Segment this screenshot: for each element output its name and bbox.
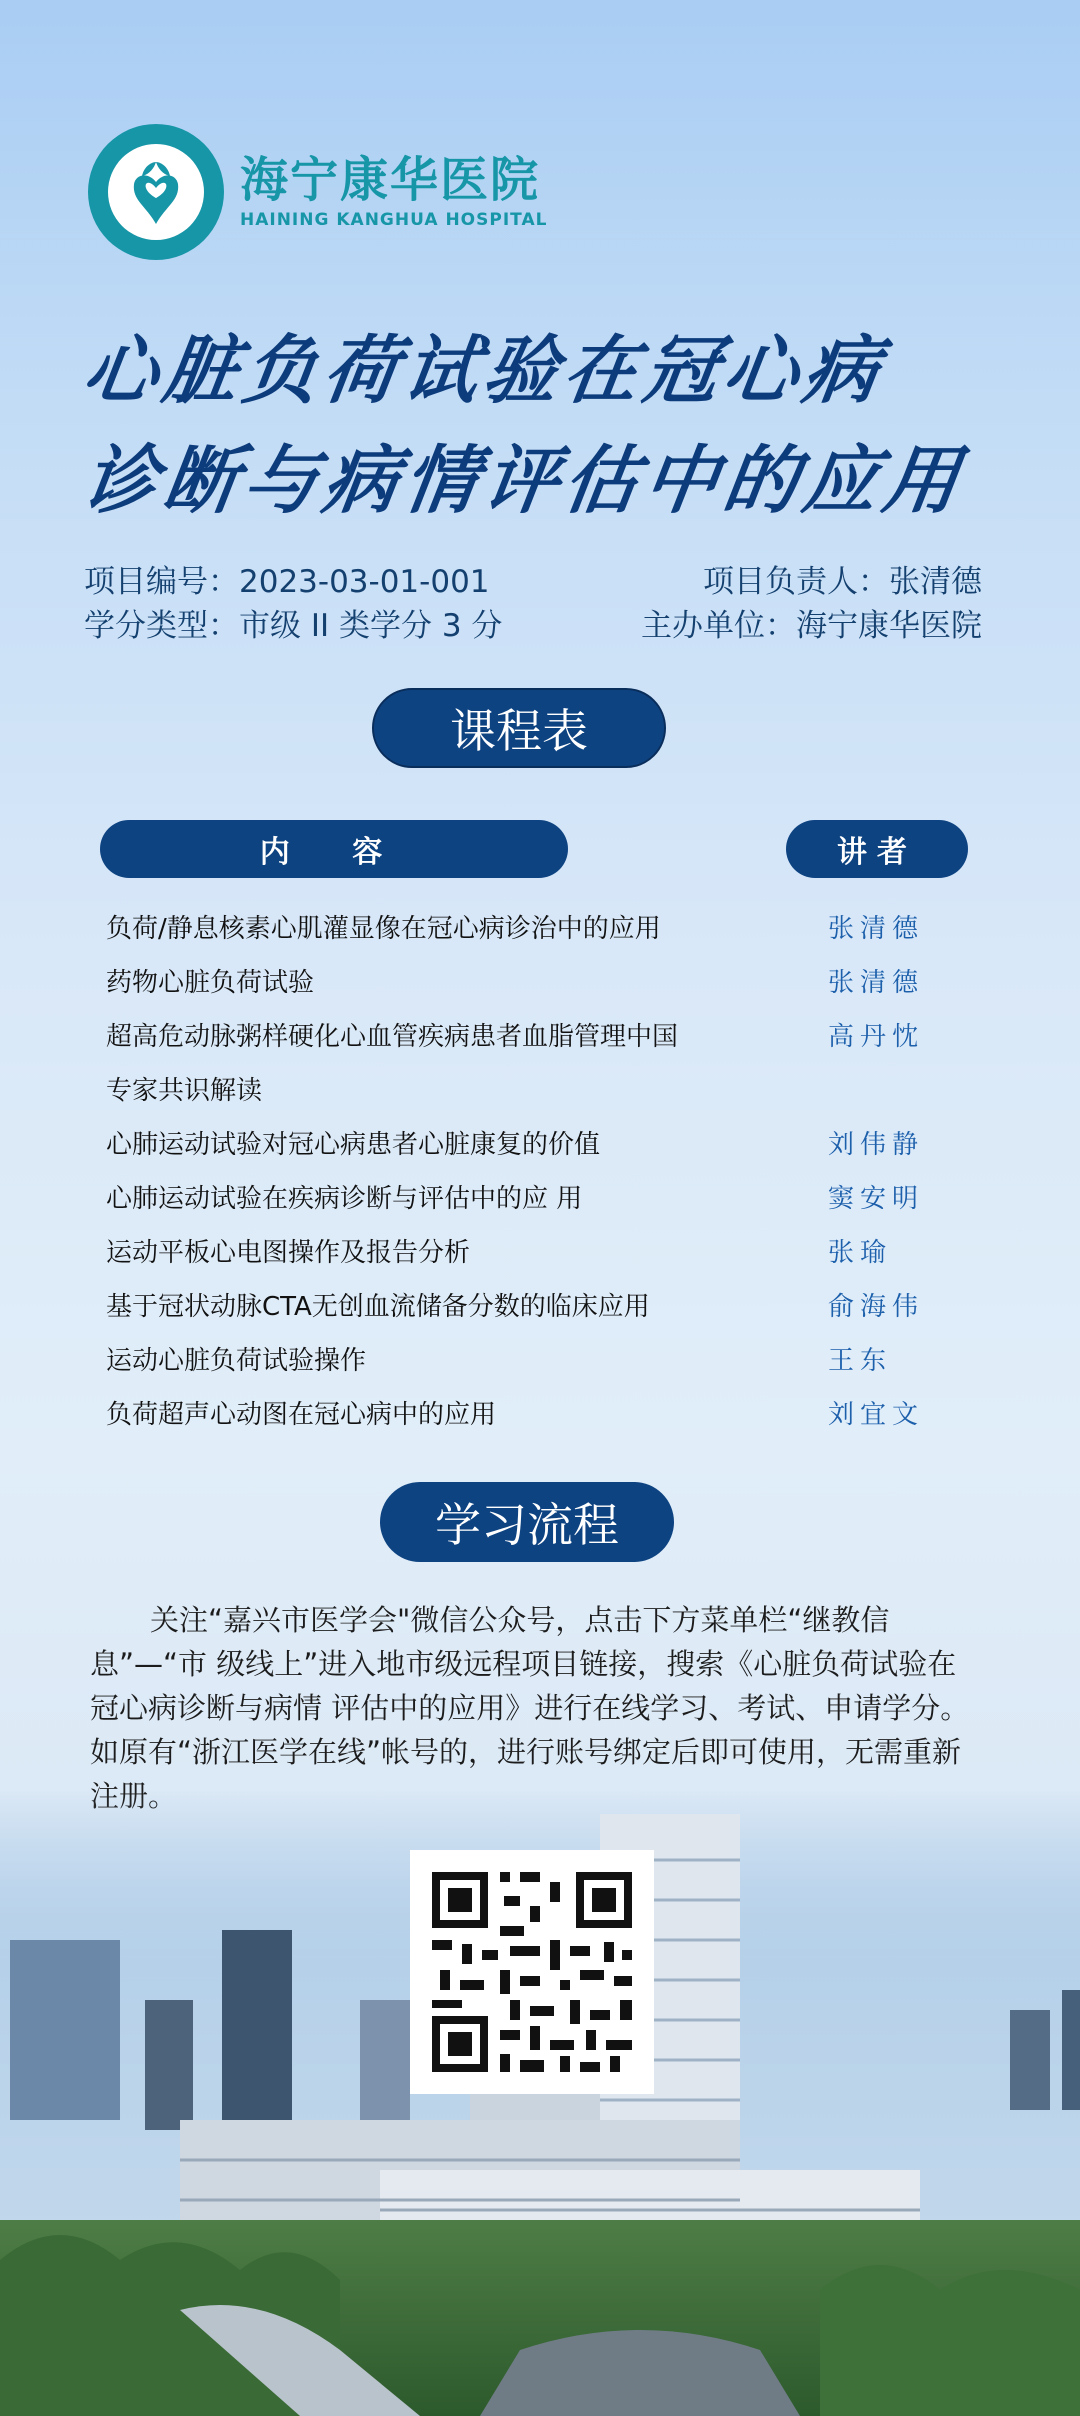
organizer: 主办单位：海宁康华医院	[641, 608, 982, 644]
row-speaker: 刘伟静	[828, 1130, 925, 1160]
row-speaker: 张清德	[828, 914, 925, 944]
qr-code-icon	[410, 1850, 654, 2094]
hospital-logo-icon	[86, 122, 226, 262]
row-topic: 运动平板心电图操作及报告分析	[106, 1238, 471, 1268]
hospital-name-cn: 海宁康华医院	[240, 151, 541, 208]
hospital-logo	[86, 122, 547, 262]
row-speaker: 刘宜文	[828, 1400, 925, 1430]
hospital-name-en: HAINING KANGHUA HOSPITAL	[240, 210, 548, 231]
row-topic: 心肺运动试验对冠心病患者心脏康复的价值	[106, 1130, 601, 1160]
schedule-row	[106, 1124, 986, 1178]
row-speaker: 高丹忱	[828, 1022, 925, 1052]
schedule-row	[106, 1286, 986, 1340]
row-topic: 基于冠状动脉CTA无创血流储备分数的临床应用	[106, 1292, 650, 1322]
meta-row-2	[84, 600, 982, 645]
credit-type: 学分类型：市级 II 类学分 3 分	[84, 608, 503, 644]
row-speaker: 张清德	[828, 968, 925, 998]
schedule-row	[106, 962, 986, 1016]
learning-flow-text: 关注“嘉兴市医学会"微信公众号，点击下方菜单栏“继教信息”—“市 级线上”进入地市级远程项目链接，搜索《心脏负荷试验在冠心病诊断与病情 评估中的应用》进行在线学习、考试、申请学分。如原有“浙江医学在线”帐号的，进行账号绑定后即可使用，无需重新	[90, 1603, 970, 1769]
schedule-row	[106, 1394, 986, 1448]
title-line-2: 诊断与病情评估中的应用	[77, 438, 971, 524]
row-topic: 专家共识解读	[106, 1076, 263, 1106]
row-speaker: 俞海伟	[828, 1292, 925, 1322]
project-leader: 项目负责人：张清德	[703, 564, 982, 600]
schedule-row	[106, 1070, 986, 1124]
row-topic: 心肺运动试验在疾病诊断与评估中的应 用	[106, 1184, 583, 1214]
schedule-row	[106, 1232, 986, 1286]
page-title	[77, 316, 1024, 536]
column-header-speaker: 讲者	[786, 820, 968, 878]
column-header-content: 内 容	[100, 820, 568, 878]
schedule-heading: 课程表	[372, 688, 666, 768]
schedule-row	[106, 1178, 986, 1232]
schedule-row	[106, 908, 986, 962]
row-topic: 负荷/静息核素心肌灌显像在冠心病诊治中的应用	[106, 914, 661, 944]
row-speaker: 窦安明	[828, 1184, 925, 1214]
title-line-1: 心脏负荷试验在冠心病	[77, 328, 891, 414]
learning-flow-heading: 学习流程	[380, 1482, 674, 1562]
row-speaker: 王东	[828, 1346, 893, 1376]
row-topic: 药物心脏负荷试验	[106, 968, 315, 998]
meta-row-1	[84, 556, 982, 601]
schedule-row	[106, 1340, 986, 1394]
row-speaker: 张瑜	[828, 1238, 893, 1268]
row-topic: 运动心脏负荷试验操作	[106, 1346, 367, 1376]
schedule-row	[106, 1016, 986, 1070]
project-number: 项目编号：2023-03-01-001	[84, 564, 490, 600]
row-topic: 负荷超声心动图在冠心病中的应用	[106, 1400, 497, 1430]
row-topic: 超高危动脉粥样硬化心血管疾病患者血脂管理中国	[106, 1022, 679, 1052]
